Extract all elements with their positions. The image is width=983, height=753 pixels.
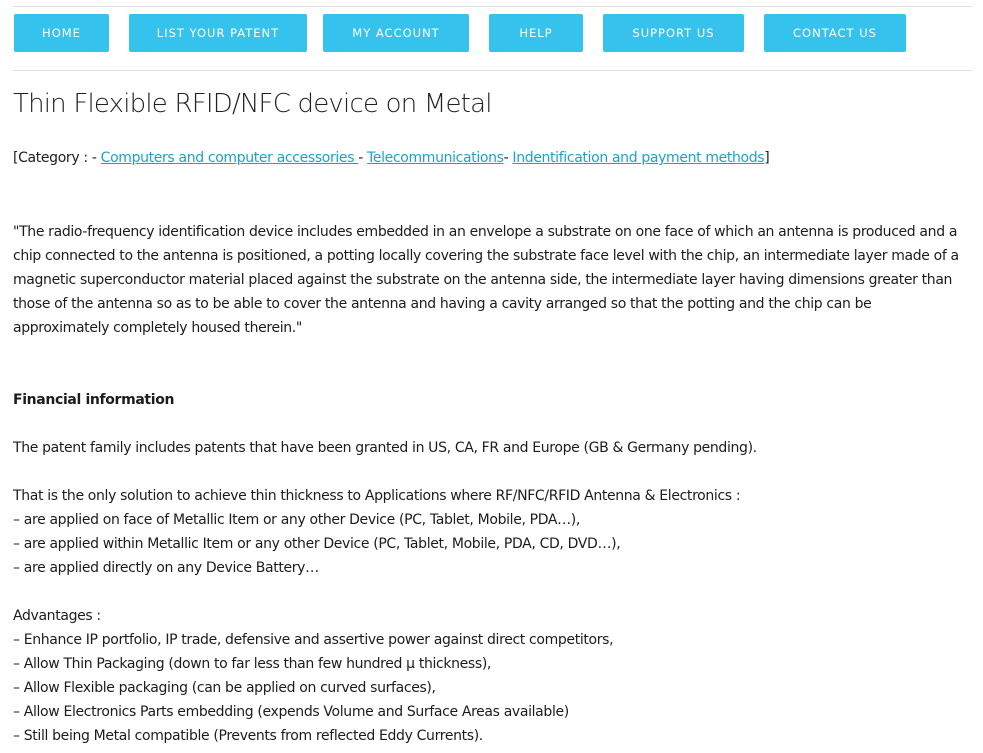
nav-list-your-patent-button[interactable]: LIST YOUR PATENT <box>129 14 307 52</box>
spacer <box>13 460 971 484</box>
list-item: – are applied on face of Metallic Item or any other Device (PC, Tablet, Mobile, PDA…), <box>13 512 581 528</box>
nav-help-button[interactable]: HELP <box>489 14 583 52</box>
category-prefix: [Category : - <box>13 150 101 166</box>
list-item: – Allow Electronics Parts embedding (expends Volume and Surface Areas available) <box>13 704 569 720</box>
spacer <box>13 580 971 604</box>
financial-heading: Financial information <box>13 392 175 408</box>
category-link-telecommunications[interactable]: Telecommunications <box>367 150 504 166</box>
list-item: – Still being Metal compatible (Prevents from reflected Eddy Currents). <box>13 728 483 744</box>
financial-body <box>13 436 971 748</box>
nav-home-button[interactable]: HOME <box>14 14 109 52</box>
list-item: – Enhance IP portfolio, IP trade, defensive and assertive power against direct competitors, <box>13 632 614 648</box>
top-divider <box>13 6 973 7</box>
category-separator: - <box>358 150 368 166</box>
category-line <box>13 150 769 166</box>
page-title: Thin Flexible RFID/NFC device on Metal <box>13 89 492 119</box>
solution-intro: That is the only solution to achieve thin thickness to Applications where RF/NFC/RFID Antenna & Electronics : <box>13 488 741 504</box>
patent-description: "The radio-frequency identification device includes embedded in an envelope a substrate on one face of which an antenna is produced and a chip connected to the antenna is positioned, a potting locally covering the substrate face level with the chip, an intermediate layer made of a magnetic superconductor material placed against the substrate on the antenna side, the intermediate layer having dimensions greater than those of the antenna so as to be able to cover the antenna and having a cavity arranged so that the potting and the chip can be approximately completely housed therein." <box>13 224 959 336</box>
nav-bottom-divider <box>13 70 973 71</box>
category-link-identification-payment[interactable]: Indentification and payment methods <box>512 150 765 166</box>
category-suffix: ] <box>764 150 770 166</box>
nav-contact-us-button[interactable]: CONTACT US <box>764 14 906 52</box>
list-item: – Allow Flexible packaging (can be applied on curved surfaces), <box>13 680 436 696</box>
nav-my-account-button[interactable]: MY ACCOUNT <box>323 14 469 52</box>
advantages-intro: Advantages : <box>13 608 101 624</box>
category-separator: - <box>503 150 513 166</box>
category-link-computers[interactable]: Computers and computer accessories <box>100 150 359 166</box>
patent-family-text: The patent family includes patents that have been granted in US, CA, FR and Europe (GB & Germany pending). <box>13 440 757 456</box>
nav-support-us-button[interactable]: SUPPORT US <box>603 14 744 52</box>
list-item: – are applied within Metallic Item or any other Device (PC, Tablet, Mobile, PDA, CD, DVD…), <box>13 536 621 552</box>
list-item: – are applied directly on any Device Battery… <box>13 560 319 576</box>
list-item: – Allow Thin Packaging (down to far less than few hundred μ thickness), <box>13 656 492 672</box>
